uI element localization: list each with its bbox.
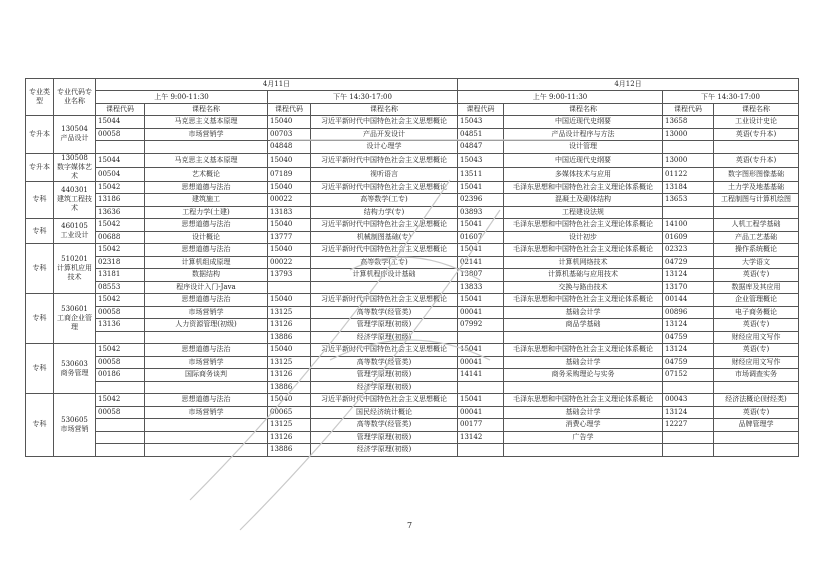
course-code-cell: 15040	[268, 394, 311, 407]
course-name-cell: 习近平新时代中国特色社会主义思想概论	[311, 116, 458, 129]
course-code-cell: 00022	[268, 194, 311, 207]
table-row	[26, 141, 799, 154]
header-day-2: 4月12日	[458, 79, 799, 91]
course-code-cell: 13170	[663, 281, 714, 294]
course-name-cell: 毛泽东思想和中国特色社会主义理论体系概论	[504, 344, 663, 357]
table-row	[26, 406, 799, 419]
course-name-cell: 计算机基础与应用技术	[504, 269, 663, 282]
course-code-cell: 13124	[663, 269, 714, 282]
major-type-cell: 专科	[26, 219, 54, 244]
table-row	[26, 344, 799, 357]
course-name-cell: 品牌管理学	[714, 419, 799, 432]
course-code-cell: 15044	[96, 116, 145, 129]
course-code-cell: 13636	[96, 206, 145, 219]
course-name-cell: 国民经济统计概论	[311, 406, 458, 419]
course-name-cell	[311, 281, 458, 294]
table-row	[26, 369, 799, 382]
course-name-cell: 多媒体技术与应用	[504, 167, 663, 181]
course-name-cell	[145, 444, 268, 457]
course-code-cell	[458, 444, 504, 457]
course-code-cell: 15042	[96, 294, 145, 307]
course-name-cell: 英语(专)	[714, 406, 799, 419]
course-name-cell: 基础会计学	[504, 406, 663, 419]
course-code-cell: 13136	[96, 319, 145, 332]
major-code: 530601	[61, 305, 88, 313]
course-code-cell: 15043	[458, 116, 504, 129]
course-name-cell: 设计概论	[145, 231, 268, 244]
course-code-cell: 15041	[458, 344, 504, 357]
table-row	[26, 281, 799, 294]
course-code-cell: 13886	[268, 331, 311, 344]
course-name-cell: 广告学	[504, 431, 663, 444]
course-name-cell	[145, 141, 268, 154]
course-code-cell	[663, 141, 714, 154]
course-code-cell: 15044	[96, 153, 145, 167]
major-name: 建筑工程技术	[57, 195, 92, 213]
course-name-cell: 操作系统概论	[714, 244, 799, 257]
course-name-cell: 设计初步	[504, 231, 663, 244]
table-row	[26, 431, 799, 444]
course-name-cell: 习近平新时代中国特色社会主义思想概论	[311, 153, 458, 167]
exam-table-body	[26, 116, 799, 457]
course-code-cell: 03893	[458, 206, 504, 219]
course-code-cell: 00896	[663, 306, 714, 319]
course-code-cell: 13125	[268, 419, 311, 432]
table-row	[26, 116, 799, 129]
course-name-cell: 人机工程学基础	[714, 219, 799, 232]
course-code-cell	[96, 381, 145, 394]
course-name-cell: 国际商务谈判	[145, 369, 268, 382]
course-code-cell: 01609	[663, 231, 714, 244]
course-code-cell: 13833	[458, 281, 504, 294]
major-type-cell: 专科	[26, 394, 54, 457]
course-code-cell: 00504	[96, 167, 145, 181]
table-row	[26, 331, 799, 344]
course-name-cell: 市场营销学	[145, 128, 268, 141]
header-course-name: 课程名称	[714, 104, 799, 116]
course-code-cell: 13125	[268, 306, 311, 319]
course-code-cell: 00186	[96, 369, 145, 382]
course-code-cell: 04729	[663, 256, 714, 269]
major-name: 工业设计	[60, 231, 89, 239]
course-name-cell: 英语(专)	[714, 344, 799, 357]
course-code-cell	[663, 206, 714, 219]
course-code-cell	[96, 419, 145, 432]
exam-schedule-table	[25, 78, 799, 457]
course-name-cell: 产品设计程序与方法	[504, 128, 663, 141]
course-name-cell: 人力资源管理(初级)	[145, 319, 268, 332]
course-code-cell: 15043	[458, 153, 504, 167]
course-name-cell	[145, 331, 268, 344]
course-name-cell: 商品学基础	[504, 319, 663, 332]
course-name-cell: 毛泽东思想和中国特色社会主义理论体系概论	[504, 394, 663, 407]
course-code-cell: 13186	[96, 194, 145, 207]
header-major-type: 专业类型	[26, 79, 54, 116]
course-code-cell: 13653	[663, 194, 714, 207]
course-code-cell: 15041	[458, 181, 504, 194]
table-row	[26, 381, 799, 394]
course-code-cell: 13793	[268, 269, 311, 282]
course-name-cell: 数据库及其应用	[714, 281, 799, 294]
table-row	[26, 419, 799, 432]
course-name-cell: 思想道德与法治	[145, 294, 268, 307]
course-code-cell: 00058	[96, 306, 145, 319]
course-name-cell: 经济学原理(初级)	[311, 331, 458, 344]
course-code-cell: 15040	[268, 244, 311, 257]
course-code-cell: 08553	[96, 281, 145, 294]
course-code-cell	[96, 431, 145, 444]
course-code-cell: 13777	[268, 231, 311, 244]
course-code-cell: 07152	[663, 369, 714, 382]
major-code: 530603	[61, 359, 88, 368]
course-name-cell: 市场营销学	[145, 356, 268, 369]
major-code: 460105	[61, 222, 88, 230]
major-type-cell: 专科	[26, 181, 54, 219]
major-code: 530605	[61, 415, 88, 424]
table-row	[26, 181, 799, 194]
table-row	[26, 128, 799, 141]
course-code-cell	[458, 381, 504, 394]
course-name-cell: 建筑施工	[145, 194, 268, 207]
table-row	[26, 194, 799, 207]
major-code-name-cell	[54, 219, 96, 244]
course-code-cell: 13807	[458, 269, 504, 282]
course-code-cell	[458, 331, 504, 344]
course-name-cell: 高等数学(工专)	[311, 256, 458, 269]
course-name-cell	[145, 431, 268, 444]
course-code-cell: 13125	[268, 356, 311, 369]
course-name-cell: 英语(专)	[714, 319, 799, 332]
course-name-cell: 电子商务概论	[714, 306, 799, 319]
course-code-cell: 13126	[268, 431, 311, 444]
major-code-name-cell	[54, 294, 96, 344]
course-code-cell: 04759	[663, 331, 714, 344]
page-number: 7	[406, 521, 413, 530]
course-code-cell	[663, 431, 714, 444]
course-name-cell: 艺术概论	[145, 167, 268, 181]
course-code-cell: 07992	[458, 319, 504, 332]
course-name-cell: 经济法概论(财经类)	[714, 394, 799, 407]
course-code-cell: 13124	[663, 406, 714, 419]
major-type-cell: 专升本	[26, 153, 54, 181]
course-code-cell: 13511	[458, 167, 504, 181]
course-name-cell: 高等数学(经管类)	[311, 306, 458, 319]
course-code-cell: 04851	[458, 128, 504, 141]
course-name-cell: 工程力学(土建)	[145, 206, 268, 219]
course-name-cell: 经济学原理(初级)	[311, 444, 458, 457]
course-code-cell: 13000	[663, 128, 714, 141]
course-name-cell	[504, 444, 663, 457]
course-name-cell: 产品工艺基础	[714, 231, 799, 244]
major-code: 440301	[61, 186, 88, 195]
table-row	[26, 219, 799, 232]
major-name: 市场营销	[60, 424, 89, 433]
table-row	[26, 306, 799, 319]
course-name-cell: 消费心理学	[504, 419, 663, 432]
course-name-cell: 市场营销学	[145, 306, 268, 319]
course-code-cell	[663, 444, 714, 457]
course-name-cell: 数据结构	[145, 269, 268, 282]
course-code-cell: 00041	[458, 406, 504, 419]
course-code-cell	[96, 141, 145, 154]
course-name-cell: 工业设计史论	[714, 116, 799, 129]
course-code-cell: 07189	[268, 167, 311, 181]
course-code-cell: 00043	[663, 394, 714, 407]
major-type-cell: 专科	[26, 244, 54, 294]
course-name-cell: 管理学原理(初级)	[311, 431, 458, 444]
course-code-cell: 02396	[458, 194, 504, 207]
header-course-name: 课程名称	[311, 104, 458, 116]
table-row	[26, 244, 799, 257]
course-code-cell: 15040	[268, 116, 311, 129]
course-code-cell: 13183	[268, 206, 311, 219]
course-code-cell: 00144	[663, 294, 714, 307]
course-code-cell: 13886	[268, 444, 311, 457]
course-code-cell: 15041	[458, 244, 504, 257]
course-name-cell: 中国近现代史纲要	[504, 153, 663, 167]
course-name-cell: 思想道德与法治	[145, 219, 268, 232]
header-course-code: 课程代码	[96, 104, 145, 116]
course-name-cell: 习近平新时代中国特色社会主义思想概论	[311, 294, 458, 307]
course-name-cell: 市场调查实务	[714, 369, 799, 382]
major-name: 工商企业管理	[57, 314, 92, 331]
header-day2-am: 上午 9:00-11:30	[458, 91, 663, 104]
course-name-cell: 思想道德与法治	[145, 244, 268, 257]
header-course-code: 课程代码	[458, 104, 504, 116]
course-code-cell	[663, 381, 714, 394]
course-code-cell: 13142	[458, 431, 504, 444]
major-code: 510201	[61, 255, 88, 263]
course-name-cell: 马克思主义基本原理	[145, 116, 268, 129]
course-code-cell: 02318	[96, 256, 145, 269]
course-name-cell: 工程制图与计算机绘图	[714, 194, 799, 207]
course-code-cell: 04848	[268, 141, 311, 154]
course-code-cell: 15041	[458, 294, 504, 307]
course-name-cell: 工程建设法规	[504, 206, 663, 219]
course-name-cell: 计算机网络技术	[504, 256, 663, 269]
course-name-cell: 产品开发设计	[311, 128, 458, 141]
course-code-cell	[96, 331, 145, 344]
course-name-cell: 毛泽东思想和中国特色社会主义理论体系概论	[504, 181, 663, 194]
course-name-cell: 毛泽东思想和中国特色社会主义理论体系概论	[504, 244, 663, 257]
course-name-cell: 财经应用文写作	[714, 331, 799, 344]
course-name-cell	[714, 381, 799, 394]
course-code-cell: 00177	[458, 419, 504, 432]
major-code-name-cell	[54, 394, 96, 457]
course-name-cell: 思想道德与法治	[145, 344, 268, 357]
course-code-cell: 00065	[268, 406, 311, 419]
course-code-cell: 13126	[268, 319, 311, 332]
course-name-cell: 设计心理学	[311, 141, 458, 154]
course-name-cell: 高等数学(经管类)	[311, 419, 458, 432]
major-type-cell: 专科	[26, 344, 54, 394]
course-code-cell: 13184	[663, 181, 714, 194]
course-name-cell: 基础会计学	[504, 306, 663, 319]
table-row	[26, 256, 799, 269]
major-code-name-cell	[54, 153, 96, 181]
course-code-cell: 00058	[96, 406, 145, 419]
header-course-name: 课程名称	[145, 104, 268, 116]
course-name-cell: 财经应用文写作	[714, 356, 799, 369]
course-name-cell: 基础会计学	[504, 356, 663, 369]
course-name-cell	[504, 381, 663, 394]
course-name-cell	[714, 444, 799, 457]
course-name-cell: 视听语言	[311, 167, 458, 181]
course-name-cell: 高等数学(工专)	[311, 194, 458, 207]
course-code-cell: 15040	[268, 344, 311, 357]
course-name-cell: 习近平新时代中国特色社会主义思想概论	[311, 344, 458, 357]
course-name-cell: 设计管理	[504, 141, 663, 154]
major-name: 商务管理	[60, 368, 89, 377]
course-code-cell: 01607	[458, 231, 504, 244]
course-name-cell: 企业管理概论	[714, 294, 799, 307]
course-name-cell: 数字图形图像基础	[714, 167, 799, 181]
course-code-cell: 15040	[268, 294, 311, 307]
course-name-cell: 高等数学(经管类)	[311, 356, 458, 369]
course-code-cell: 13000	[663, 153, 714, 167]
major-name: 数字媒体艺术	[57, 162, 92, 180]
course-code-cell: 13658	[663, 116, 714, 129]
course-code-cell: 00688	[96, 231, 145, 244]
course-code-cell: 00041	[458, 306, 504, 319]
course-code-cell	[96, 444, 145, 457]
course-code-cell: 14100	[663, 219, 714, 232]
major-code-name-cell	[54, 181, 96, 219]
table-row	[26, 356, 799, 369]
table-row	[26, 319, 799, 332]
header-day1-pm: 下午 14:30-17:00	[268, 91, 458, 104]
course-name-cell: 习近平新时代中国特色社会主义思想概论	[311, 181, 458, 194]
course-code-cell: 01122	[663, 167, 714, 181]
course-name-cell: 思想道德与法治	[145, 181, 268, 194]
course-name-cell: 计算机程序设计基础	[311, 269, 458, 282]
course-code-cell: 15040	[268, 181, 311, 194]
course-name-cell: 习近平新时代中国特色社会主义思想概论	[311, 219, 458, 232]
course-code-cell: 00041	[458, 356, 504, 369]
major-type-cell: 专升本	[26, 116, 54, 154]
header-day1-am: 上午 9:00-11:30	[96, 91, 268, 104]
header-course-name: 课程名称	[504, 104, 663, 116]
course-code-cell: 13124	[663, 344, 714, 357]
course-name-cell: 机械制图基础(专)	[311, 231, 458, 244]
course-name-cell	[714, 431, 799, 444]
header-course-code: 课程代码	[268, 104, 311, 116]
course-name-cell	[145, 419, 268, 432]
table-row	[26, 294, 799, 307]
course-code-cell: 00703	[268, 128, 311, 141]
course-name-cell: 土力学及地基基础	[714, 181, 799, 194]
course-code-cell: 15040	[268, 153, 311, 167]
course-name-cell	[504, 331, 663, 344]
course-name-cell	[714, 141, 799, 154]
course-name-cell: 毛泽东思想和中国特色社会主义理论体系概论	[504, 294, 663, 307]
course-name-cell: 经济学原理(初级)	[311, 381, 458, 394]
course-name-cell: 交换与路由技术	[504, 281, 663, 294]
major-code-name-cell	[54, 344, 96, 394]
course-code-cell: 15040	[268, 219, 311, 232]
course-code-cell: 15041	[458, 219, 504, 232]
course-name-cell: 市场营销学	[145, 406, 268, 419]
course-code-cell: 15041	[458, 394, 504, 407]
course-name-cell: 思想道德与法治	[145, 394, 268, 407]
course-code-cell: 13181	[96, 269, 145, 282]
header-major-code-name: 专业代码专业名称	[54, 79, 96, 116]
course-code-cell: 15042	[96, 394, 145, 407]
course-code-cell: 15042	[96, 181, 145, 194]
course-code-cell: 04759	[663, 356, 714, 369]
table-row	[26, 444, 799, 457]
course-name-cell: 习近平新时代中国特色社会主义思想概论	[311, 394, 458, 407]
course-name-cell: 中国近现代史纲要	[504, 116, 663, 129]
header-course-code: 课程代码	[663, 104, 714, 116]
course-code-cell: 15042	[96, 244, 145, 257]
course-name-cell: 管理学原理(初级)	[311, 369, 458, 382]
course-code-cell: 14141	[458, 369, 504, 382]
course-name-cell: 程序设计入门-Java	[145, 281, 268, 294]
course-name-cell: 英语(专升本)	[714, 128, 799, 141]
header-day-1: 4月11日	[96, 79, 458, 91]
course-name-cell: 商务采购理论与实务	[504, 369, 663, 382]
course-code-cell: 13126	[268, 369, 311, 382]
major-code-name-cell	[54, 244, 96, 294]
course-name-cell: 习近平新时代中国特色社会主义思想概论	[311, 244, 458, 257]
header-day2-pm: 下午 14:30-17:00	[663, 91, 799, 104]
course-name-cell: 管理学原理(初级)	[311, 319, 458, 332]
course-name-cell	[145, 381, 268, 394]
table-row	[26, 231, 799, 244]
major-code: 130504	[61, 125, 88, 134]
table-row	[26, 269, 799, 282]
table-row	[26, 206, 799, 219]
course-name-cell: 英语(专)	[714, 269, 799, 282]
course-code-cell: 15042	[96, 219, 145, 232]
course-name-cell: 计算机组成原理	[145, 256, 268, 269]
course-name-cell: 结构力学(专)	[311, 206, 458, 219]
course-name-cell: 马克思主义基本原理	[145, 153, 268, 167]
course-name-cell: 毛泽东思想和中国特色社会主义理论体系概论	[504, 219, 663, 232]
major-name: 产品设计	[60, 134, 89, 143]
major-code-name-cell	[54, 116, 96, 154]
course-code-cell	[268, 281, 311, 294]
course-name-cell: 混凝土及砌体结构	[504, 194, 663, 207]
course-code-cell: 04847	[458, 141, 504, 154]
course-name-cell	[714, 206, 799, 219]
table-row	[26, 167, 799, 181]
course-code-cell: 00058	[96, 356, 145, 369]
major-name: 计算机应用技术	[57, 264, 92, 281]
major-code: 130508	[61, 153, 88, 162]
course-code-cell: 12227	[663, 419, 714, 432]
major-type-cell: 专科	[26, 294, 54, 344]
course-code-cell: 02323	[663, 244, 714, 257]
table-row	[26, 153, 799, 167]
course-code-cell: 15042	[96, 344, 145, 357]
course-name-cell: 大学语文	[714, 256, 799, 269]
course-code-cell: 00022	[268, 256, 311, 269]
course-code-cell: 02141	[458, 256, 504, 269]
course-code-cell: 00058	[96, 128, 145, 141]
table-row	[26, 394, 799, 407]
course-name-cell: 英语(专升本)	[714, 153, 799, 167]
course-code-cell: 13886	[268, 381, 311, 394]
course-code-cell: 13124	[663, 319, 714, 332]
